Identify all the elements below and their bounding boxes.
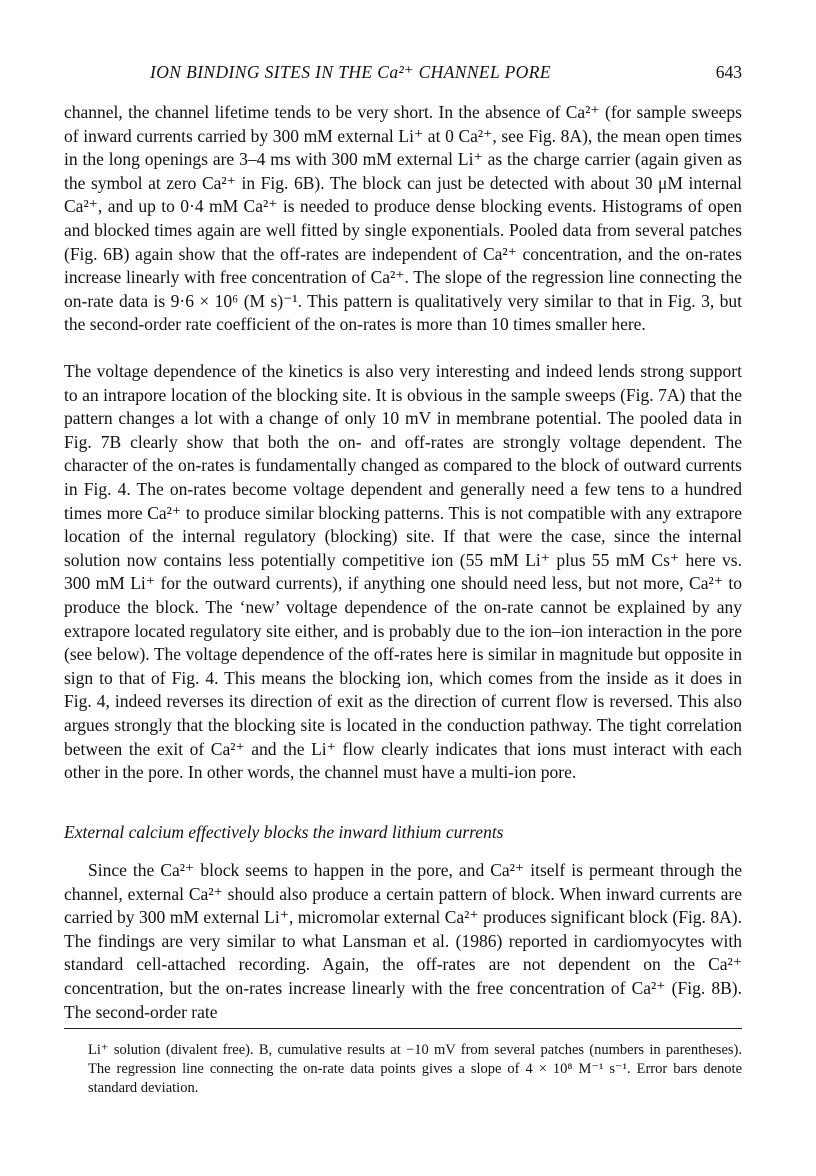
page-number: 643 [715,62,742,82]
footnote-rule [64,1028,742,1029]
figure-caption: Li⁺ solution (divalent free). B, cumulative results at −10 mV from several patches (numbers in parentheses). The regression line connecting the on-rate data points gives a slope of 4 × 10⁸ M⁻¹ s⁻¹. Error bars denote standard deviation. [88,1042,742,1096]
running-header [64,62,742,88]
running-title: ION BINDING SITES IN THE Ca²⁺ CHANNEL PORE [150,62,551,82]
paragraph-1: channel, the channel lifetime tends to be very short. In the absence of Ca²⁺ (for sample sweeps of inward currents carried by 300 mM external Li⁺ at 0 Ca²⁺, see Fig. 8A), the mean open times in the long openings are 3–4 ms with 300 mM external Li⁺ as the charge carrier (again given as the symbol at zero Ca²⁺ in Fig. 6B). The block can just be detected with about 30 μM internal Ca²⁺, and up to 0·4 mM Ca²⁺ is needed to produce dense blocking events. Histograms of open and blocked times again are well fitted by single exponentials. Pooled data from several patches (Fig. 6B) again show that the off-rates are independent of Ca²⁺ concentration, and the on-rates increase linearly with free concentration of Ca²⁺. The slope of the regression line connecting the on-rate data is 9·6 × 10⁶ (M s)⁻¹. This pattern is qualitatively very similar to that in Fig. 3, but the second-order rate coefficient of the on-rates is more than 10 times smaller here. [64,102,742,335]
paragraph-2: The voltage dependence of the kinetics is also very interesting and indeed lends strong support to an intrapore location of the blocking site. It is obvious in the sample sweeps (Fig. 7A) that the pattern changes a lot with a change of only 10 mV in membrane potential. The pooled data in Fig. 7B clearly show that both the on- and off-rates are strongly voltage dependent. The character of the on-rates is fundamentally changed as compared to the block of outward currents in Fig. 4. The on-rates become voltage dependent and generally need a few tens to a hundred times more Ca²⁺ to produce similar blocking patterns. This is not compatible with any extrapore location of the internal regulatory (blocking) site. If that were the case, since the internal solution now contains less potentially competitive ion (55 mM Li⁺ plus 55 mM Cs⁺ here vs. 300 mM Li⁺ for the outward currents), if anything one should need less, but not more, Ca²⁺ to produce the block. The ‘new’ voltage dependence of the on-rate cannot be explained by any extrapore located regulatory site either, and is probably due to the ion–ion interaction in the pore (see below). The voltage dependence of the off-rates here is similar in magnitude but opposite in sign to that of Fig. 4. This means the blocking ion, which comes from the inside as it does in Fig. 4, indeed reverses its direction of exit as the direction of current flow is reversed. This also argues strongly that the blocking site is located in the conduction pathway. The tight correlation between the exit of Ca²⁺ and the Li⁺ flow clearly indicates that ions must interact with each other in the pore. In other words, the channel must have a multi-ion pore. [64,361,742,783]
paragraph-3: Since the Ca²⁺ block seems to happen in the pore, and Ca²⁺ itself is permeant through the channel, external Ca²⁺ should also produce a certain pattern of block. When inward currents are carried by 300 mM external Li⁺, micromolar external Ca²⁺ produces significant block (Fig. 8A). The findings are very similar to what Lansman et al. (1986) reported in cardiomyocytes with standard cell-attached recording. Again, the off-rates are not dependent on the Ca²⁺ concentration, but the on-rates increase linearly with the free concentration of Ca²⁺ (Fig. 8B). The second-order rate [64,860,742,1022]
section-heading: External calcium effectively blocks the inward lithium currents [64,822,504,842]
